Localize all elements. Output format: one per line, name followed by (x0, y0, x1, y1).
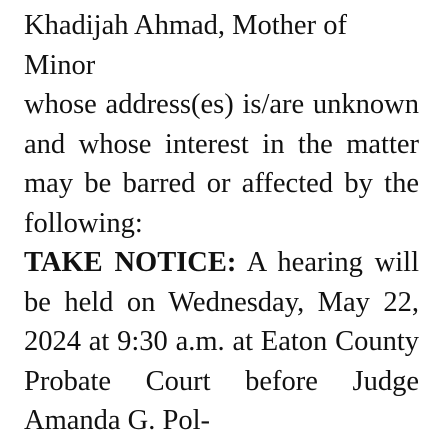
hearing-paragraph (24, 243, 419, 441)
hearing-details: A hearing will be held on Wednesday, May 22, 2024 at 9:30 a.m. at Eaton County Probate Court before Judge Amanda G. Pol- (24, 247, 420, 436)
interest-paragraph: whose address(es) is/are unknown and whose interest in the matter may be barred or affected by the following: (24, 89, 419, 239)
take-notice-heading: TAKE NOTICE: (24, 247, 237, 278)
legal-notice (24, 0, 419, 441)
addressee-line: Khadijah Ahmad, Mother of Minor (24, 10, 347, 81)
